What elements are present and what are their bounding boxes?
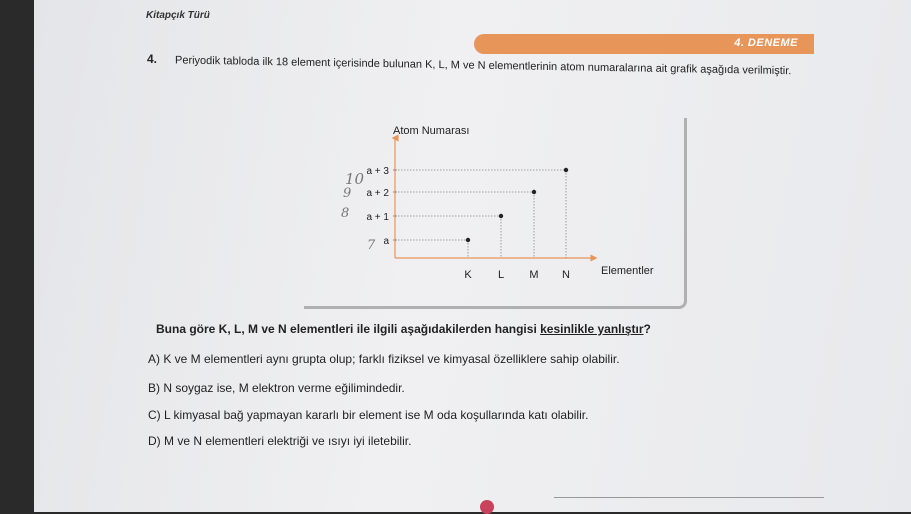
- handwritten-note-8: 8: [341, 206, 350, 221]
- point-n: [564, 168, 568, 172]
- x-tick-label: N: [562, 269, 570, 281]
- option-a[interactable]: A) K ve M elementleri aynı grupta olup; farklı fiziksel ve kimyasal özelliklere sahip olabilir.: [148, 352, 620, 366]
- y-tick-label: a + 3: [366, 166, 389, 177]
- point-m: [532, 190, 536, 194]
- exam-banner: [474, 34, 814, 54]
- chart-frame: [304, 118, 687, 309]
- y-axis-label: Atom Numarası: [393, 125, 470, 137]
- option-d[interactable]: D) M ve N elementleri elektriği ve ısıyı iyi iletebilir.: [148, 434, 412, 448]
- option-b[interactable]: B) N soygaz ise, M elektron verme eğilimindedir.: [148, 381, 405, 395]
- x-tick-label: M: [529, 269, 539, 281]
- handwritten-note-9: 9: [343, 186, 352, 201]
- worksheet-page: [34, 0, 911, 512]
- handwritten-note-10: 10: [345, 170, 365, 188]
- option-c[interactable]: C) L kimyasal bağ yapmayan kararlı bir element ise M oda koşullarında katı olabilir.: [148, 408, 589, 422]
- handwritten-note-7: 7: [367, 238, 376, 253]
- question-prompt: Buna göre K, L, M ve N elementleri ile ilgili aşağıdakilerden hangisi kesinlikle yanlıştır?: [156, 322, 651, 336]
- x-tick-label: K: [464, 269, 472, 281]
- atomic-number-chart: [304, 118, 684, 308]
- x-tick-label: L: [497, 269, 505, 281]
- point-k: [466, 238, 470, 242]
- x-axis-label: Elementler: [601, 265, 654, 277]
- question-text: Periyodik tabloda ilk 18 element içerisinde bulunan K, L, M ve N elementlerinin atom numaralarına ait grafik aşağıda verilmiştir.: [175, 54, 792, 78]
- emphasis-text: kesinlikle yanlıştır: [540, 322, 644, 336]
- question-number: 4.: [147, 52, 158, 66]
- exam-badge: 4. DENEME: [734, 37, 798, 49]
- y-tick-label: a + 2: [366, 188, 389, 199]
- footer-rule: [554, 497, 824, 498]
- booklet-type-label: Kitapçık Türü: [146, 10, 210, 21]
- y-tick-label: a + 1: [366, 212, 389, 223]
- y-tick-label: a: [383, 236, 389, 247]
- point-l: [499, 214, 503, 218]
